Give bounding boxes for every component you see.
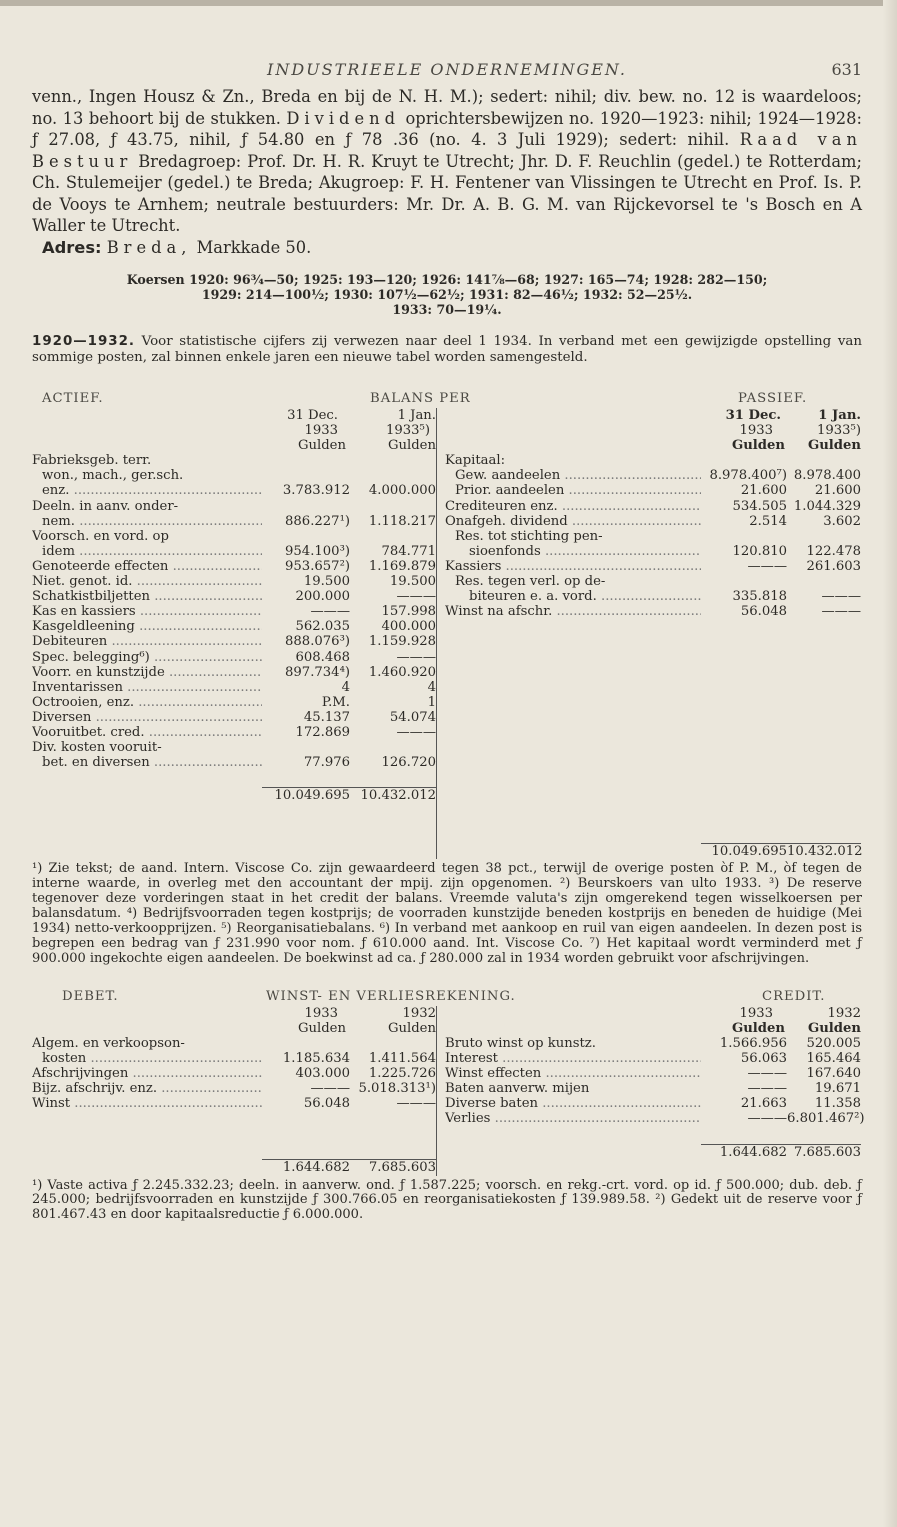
credit-colhead-2 — [445, 1021, 861, 1036]
value-col-2: 1 — [427, 694, 436, 710]
running-header — [32, 58, 862, 86]
header-title: INDUSTRIEELE ONDERNEMINGEN. — [267, 60, 627, 79]
table-row — [32, 1051, 436, 1066]
value-col-1: 56.048 — [303, 1096, 350, 1112]
debet-rows — [32, 1036, 436, 1111]
page-number: 631 — [831, 60, 862, 79]
table-row-label-line — [32, 1036, 436, 1051]
actief-side — [32, 408, 436, 859]
value-col-2: 1.169.879 — [368, 558, 436, 574]
row-label: won., mach., ger.sch. — [42, 468, 184, 484]
profit-loss-account — [32, 988, 865, 1176]
passief-title: PASSIEF. — [738, 391, 808, 406]
table-row — [32, 695, 436, 710]
credit-title: CREDIT. — [762, 988, 826, 1004]
table-row — [445, 1066, 861, 1081]
table-row — [445, 1111, 865, 1127]
row-label: Winst na afschr. ..... — [445, 604, 701, 619]
value-col-2: ——— — [396, 724, 436, 740]
passief-col2-year: 1933⁵) — [817, 423, 861, 439]
row-label: Schatkistbiljetten ..... — [32, 589, 262, 604]
value-col-2: ——— — [396, 1096, 436, 1112]
row-label: Prior. aandeelen ..... — [445, 483, 701, 498]
passief-side — [436, 408, 861, 859]
row-label: Bijz. afschrijv. enz. ..... — [32, 1081, 262, 1096]
row-label: Vooruitbet. cred. ..... — [32, 725, 262, 740]
row-label: Diverse baten ..... — [445, 1096, 701, 1111]
credit-total-b: 7.685.603 — [787, 1144, 861, 1160]
table-row-label-line — [32, 468, 436, 483]
value-col-1: 953.657²) — [285, 558, 350, 574]
koersen-line-1: Koersen 1920: 96¾—50; 1925: 193—120; 1926: 141⅞—68; 1927: 165—74; 1928: 282—150; — [126, 272, 768, 287]
value-col-2: 1.118.217 — [368, 513, 436, 529]
row-label: Afschrijvingen ..... — [32, 1066, 262, 1081]
table-row — [32, 574, 436, 589]
table-row — [32, 514, 436, 529]
debet-total-b: 7.685.603 — [350, 1159, 436, 1175]
actief-col1-year: 1933 — [304, 423, 338, 439]
passief-total-b: 10.432.012 — [787, 844, 863, 860]
statistics-lead: 1920—1932. — [32, 334, 136, 349]
value-col-1: ——— — [747, 1066, 787, 1082]
row-label: Spec. belegging⁶) ..... — [32, 650, 262, 665]
row-label: Fabrieksgeb. terr. — [32, 453, 152, 469]
passief-col2-unit: Gulden — [807, 438, 861, 454]
passief-rows — [445, 453, 861, 619]
actief-colhead-1 — [32, 408, 436, 423]
value-col-2: 1.225.726 — [368, 1066, 436, 1082]
intro-text-b: oprichtersbewijzen no. 1920—1923: nihil; 1924—1928: ƒ 27.08, ƒ 43.75, nihil, ƒ 54.80 en ƒ 78 .36 (no. 4. 3 Juli 1929); sedert: nihil. — [32, 108, 863, 149]
value-col-1: 77.976 — [303, 755, 350, 771]
actief-total-b: 10.432.012 — [350, 787, 436, 803]
debet-colhead-2 — [32, 1021, 436, 1036]
balans-title: BALANS PER — [370, 391, 471, 406]
value-col-1: 1.185.634 — [282, 1051, 350, 1067]
row-label: Winst effecten ..... — [445, 1066, 701, 1081]
value-col-1: 608.468 — [295, 649, 350, 665]
value-col-1: 120.810 — [732, 543, 787, 559]
value-col-1: 45.137 — [303, 709, 350, 725]
debet-col1-year: 1933 — [304, 1005, 338, 1021]
row-label: bet. en diversen ..... — [32, 755, 262, 770]
debet-col2-unit: Gulden — [388, 1020, 436, 1036]
credit-total — [445, 1144, 861, 1160]
actief-col1-date: 31 Dec. — [287, 408, 338, 423]
passief-colhead-1 — [445, 408, 861, 423]
table-row — [445, 589, 861, 604]
table-row — [32, 680, 436, 695]
table-row — [32, 1066, 436, 1081]
value-col-1: 897.734⁴) — [285, 664, 350, 680]
intro-text-a: venn., Ingen Housz & Zn., Breda en bij de N. H. M.); sedert: nihil; div. bew. no. 12 is waardeloos; no. 13 behoort bij de stukken. — [32, 87, 862, 128]
debet-side — [32, 1006, 436, 1176]
credit-side — [436, 1005, 865, 1176]
table-row — [32, 544, 436, 559]
value-col-2: 126.720 — [381, 755, 436, 771]
value-col-1: 954.100³) — [285, 543, 350, 559]
statistics-text: Voor statistische cijfers zij verwezen naar deel 1 1934. In verband met een gewijzigde opstelling van sommige posten, zal binnen enkele jaren een nieuwe tabel worden samengesteld. — [32, 334, 862, 365]
passief-col2-date: 1 Jan. — [818, 408, 861, 423]
actief-rows — [32, 453, 436, 770]
debet-col2-year: 1932 — [402, 1005, 436, 1021]
actief-colhead-3 — [32, 438, 436, 453]
value-col-2: 1.460.920 — [368, 664, 436, 680]
actief-col2-year: 1933⁵) — [386, 423, 430, 439]
table-row — [445, 544, 861, 559]
table-row — [32, 710, 436, 725]
row-label: Gew. aandeelen ..... — [445, 468, 701, 483]
intro-paragraph — [32, 86, 862, 258]
value-col-2: 5.018.313¹) — [358, 1081, 436, 1097]
table-row — [32, 725, 436, 740]
row-label: Voorsch. en vord. op — [32, 528, 169, 544]
balance-columns — [32, 408, 862, 859]
passief-colhead-3 — [445, 438, 861, 453]
winst-footnotes: ¹) Vaste activa ƒ 2.245.332.23; deeln. in aanverw. ond. ƒ 1.587.225; voorsch. en rekg.-crt. vord. op id. ƒ 500.000; dub. deb. ƒ 245.000; bedrijfsvoorraden en kunstzijde ƒ 300.766.05 en reorganisatiekosten ƒ 139.989.58. ²) Gedekt uit de reserve voor ƒ 801.467.43 en door kapitaalsreductie ƒ 6.000.000. — [32, 1177, 862, 1223]
value-col-2: 520.005 — [806, 1035, 861, 1051]
table-row-label-line — [32, 529, 436, 544]
table-row — [32, 1096, 436, 1111]
table-row — [32, 1081, 436, 1096]
koersen-line-3: 1933: 70—19¼. — [392, 302, 502, 317]
table-row — [445, 1036, 861, 1051]
address-city: Breda, — [106, 237, 192, 257]
top-border — [0, 0, 897, 6]
value-col-2: ——— — [821, 589, 861, 605]
value-col-2: 19.671 — [814, 1081, 861, 1097]
passief-total-a: 10.049.695 — [701, 843, 787, 859]
table-row — [445, 499, 861, 514]
table-row — [32, 619, 436, 634]
value-col-1: 2.514 — [749, 513, 787, 529]
row-label: Kapitaal: — [445, 453, 506, 469]
credit-col1-unit: Gulden — [731, 1020, 785, 1036]
value-col-1: ——— — [747, 1111, 787, 1127]
row-label: nem. ..... — [32, 514, 262, 529]
winst-header — [32, 989, 862, 1006]
row-label: Winst ..... — [32, 1096, 262, 1111]
actief-total — [32, 787, 436, 803]
credit-colhead-1 — [445, 1006, 861, 1021]
row-label: Niet. genot. id. ..... — [32, 574, 262, 589]
table-row — [445, 453, 861, 468]
value-col-2: ——— — [396, 589, 436, 605]
table-row — [32, 665, 436, 680]
table-row — [32, 589, 436, 604]
row-label: idem ..... — [32, 544, 262, 559]
value-col-1: 19.500 — [303, 574, 350, 590]
dividend-label: Dividend — [286, 108, 401, 128]
koersen-line-2: 1929: 214—100½; 1930: 107½—62½; 1931: 82—46½; 1932: 52—25½. — [201, 287, 693, 302]
passief-total — [445, 843, 861, 859]
value-col-2: 400.000 — [381, 619, 436, 635]
value-col-2: ——— — [821, 604, 861, 620]
balance-footnotes: ¹) Zie tekst; de aand. Intern. Viscose Co. zijn gewaardeerd tegen 38 pct., terwijl de overige posten òf P. M., òf tegen de interne waarde, in overleg met den accountant der mpij. zijn opgenomen. ²) Beurskoers van ulto 1933. ³) De reserve tegenover deze vorderingen staat in het credit der balans. Vreemde valuta's zijn omgerekend tegen wisselkoersen per balansdatum. ⁴) Bedrijfsvoorraden tegen kostprijs; de voorraden kunstzijde beneden kostprijs en beneden de huidige (Mei 1934) netto-verkoopprijzen. ⁵) Reorganisatiebalans. ⁶) In verband met aankoop en ruil van eigen aandeelen. In dezen post is begrepen een bedrag van ƒ 231.990 voor nom. ƒ 610.000 aand. Int. Viscose Co. ⁷) Het kapitaal wordt verminderd met ƒ 900.000 ingekochte eigen aandeelen. De boekwinst ad ca. ƒ 280.000 zal in 1934 worden gebruikt voor afschrijvingen. — [32, 861, 862, 966]
value-col-2: 1.044.329 — [793, 498, 861, 514]
row-label: Inventarissen ..... — [32, 680, 262, 695]
table-row-label-line — [32, 740, 436, 755]
debet-title: DEBET. — [62, 988, 119, 1004]
value-col-1: P.M. — [321, 694, 350, 710]
actief-col1-unit: Gulden — [298, 438, 346, 454]
row-label: Baten aanverw. mijen — [445, 1081, 590, 1097]
actief-colhead-2 — [32, 423, 436, 438]
row-label: biteuren e. a. vord. ..... — [445, 589, 701, 604]
row-label: kosten ..... — [32, 1051, 262, 1066]
value-col-1: ——— — [310, 1081, 350, 1097]
value-col-2: 11.358 — [814, 1096, 861, 1112]
value-col-2: 54.074 — [389, 709, 436, 725]
debet-total — [32, 1159, 436, 1175]
row-label: Res. tegen verl. op de- — [455, 574, 606, 590]
value-col-2: 4.000.000 — [368, 483, 436, 499]
value-col-1: 335.818 — [732, 589, 787, 605]
row-label: Diversen ..... — [32, 710, 262, 725]
row-label: Algem. en verkoopson- — [32, 1035, 185, 1051]
row-label: Bruto winst op kunstz. — [445, 1035, 596, 1051]
address-label: Adres: — [42, 237, 102, 257]
value-col-1: 200.000 — [295, 589, 350, 605]
table-row — [445, 1096, 861, 1111]
row-label: Debiteuren ..... — [32, 634, 262, 649]
debet-col1-unit: Gulden — [298, 1020, 346, 1036]
passief-col1-year: 1933 — [739, 423, 773, 439]
value-col-1: 56.048 — [740, 604, 787, 620]
table-row — [32, 483, 436, 498]
winst-title: WINST- EN VERLIESREKENING. — [266, 988, 516, 1004]
table-row — [445, 468, 861, 483]
table-row — [32, 604, 436, 619]
table-row-label-line — [445, 574, 861, 589]
value-col-2: 6.801.467²) — [787, 1111, 865, 1127]
value-col-1: 3.783.912 — [282, 483, 350, 499]
page — [32, 58, 865, 1223]
value-col-2: 261.603 — [806, 558, 861, 574]
koersen-block — [32, 272, 862, 317]
value-col-1: 403.000 — [295, 1066, 350, 1082]
credit-total-a: 1.644.682 — [701, 1144, 787, 1160]
table-row — [445, 483, 861, 498]
value-col-1: 172.869 — [295, 724, 350, 740]
table-row-label-line — [32, 453, 436, 468]
value-col-2: 1.411.564 — [368, 1051, 436, 1067]
debet-total-a: 1.644.682 — [262, 1159, 350, 1175]
row-label: Octrooien, enz. ..... — [32, 695, 262, 710]
row-label: Crediteuren enz. ..... — [445, 499, 701, 514]
intro-text-c: Bredagroep: Prof. Dr. H. R. Kruyt te Utrecht; Jhr. D. F. Reuchlin (gedel.) te Rotterdam; Ch. Stulemeijer (gedel.) te Breda; Akugroep: F. H. Fentener van Vlissingen te Utrecht en Prof. Is. P. de Vooys te Arnhem; neutrale bestuurders: Mr. Dr. A. B. G. M. van Rijckevorsel te 's Bosch en A Waller te Utrecht. — [32, 151, 862, 235]
value-col-2: 157.998 — [381, 604, 436, 620]
row-label: sioenfonds ..... — [445, 544, 701, 559]
value-col-2: 3.602 — [823, 513, 861, 529]
value-col-2: 167.640 — [806, 1066, 861, 1082]
credit-col2-year: 1932 — [827, 1005, 861, 1021]
page-edge-shadow — [883, 0, 897, 1527]
row-label: Voorr. en kunstzijde ..... — [32, 665, 262, 680]
passief-colhead-2 — [445, 423, 861, 438]
value-col-2: 21.600 — [814, 483, 861, 499]
row-label: Genoteerde effecten ..... — [32, 559, 262, 574]
credit-col1-year: 1933 — [739, 1005, 773, 1021]
table-row-label-line — [32, 499, 436, 514]
table-row — [32, 650, 436, 665]
balance-sheet — [32, 391, 862, 859]
row-label: enz. ..... — [32, 483, 262, 498]
value-col-1: 534.505 — [732, 498, 787, 514]
value-col-2: 4 — [427, 679, 436, 695]
value-col-1: ——— — [747, 558, 787, 574]
value-col-1: 21.663 — [740, 1096, 787, 1112]
value-col-1: ——— — [310, 604, 350, 620]
row-label: Kasgeldleening ..... — [32, 619, 262, 634]
value-col-2: 1.159.928 — [368, 634, 436, 650]
table-row — [445, 514, 861, 529]
raad-label: Raad van Bestuur — [32, 130, 862, 171]
passief-col1-date: 31 Dec. — [725, 408, 781, 423]
value-col-2: 122.478 — [806, 543, 861, 559]
table-row — [32, 559, 436, 574]
value-col-1: 562.035 — [295, 619, 350, 635]
address-street: Markkade 50. — [196, 237, 312, 257]
row-label: Interest ..... — [445, 1051, 701, 1066]
balance-header — [32, 391, 862, 408]
row-label: Res. tot stichting pen- — [455, 528, 603, 544]
value-col-1: 4 — [341, 679, 350, 695]
value-col-2: 8.978.400 — [793, 468, 861, 484]
table-row — [445, 1081, 861, 1096]
value-col-1: 886.227¹) — [285, 513, 350, 529]
statistics-note — [32, 334, 862, 365]
value-col-2: 165.464 — [806, 1051, 861, 1067]
value-col-1: 888.076³) — [285, 634, 350, 650]
value-col-1: ——— — [747, 1081, 787, 1097]
debet-colhead-1 — [32, 1006, 436, 1021]
table-row — [32, 755, 436, 770]
table-row-label-line — [445, 529, 861, 544]
row-label: Verlies ..... — [445, 1111, 701, 1126]
actief-col2-unit: Gulden — [388, 438, 436, 454]
credit-rows — [445, 1035, 865, 1127]
value-col-2: ——— — [396, 649, 436, 665]
actief-total-a: 10.049.695 — [262, 787, 350, 803]
actief-col2-date: 1 Jan. — [397, 408, 436, 423]
passief-col1-unit: Gulden — [731, 438, 785, 454]
row-label: Deeln. in aanv. onder- — [32, 498, 179, 514]
value-col-1: 21.600 — [740, 483, 787, 499]
credit-col2-unit: Gulden — [807, 1020, 861, 1036]
table-row — [445, 1051, 861, 1066]
actief-title: ACTIEF. — [42, 391, 104, 406]
winst-columns — [32, 1005, 865, 1176]
value-col-1: 56.063 — [740, 1051, 787, 1067]
table-row — [32, 634, 436, 649]
row-label: Div. kosten vooruit- — [32, 740, 162, 756]
value-col-1: 8.978.400⁷) — [709, 468, 787, 484]
table-row — [445, 604, 861, 619]
table-row — [445, 559, 861, 574]
value-col-1: 1.566.956 — [719, 1035, 787, 1051]
row-label: Onafgeh. dividend ..... — [445, 514, 701, 529]
row-label: Kas en kassiers ..... — [32, 604, 262, 619]
value-col-2: 784.771 — [381, 543, 436, 559]
value-col-2: 19.500 — [389, 574, 436, 590]
row-label: Kassiers ..... — [445, 559, 701, 574]
